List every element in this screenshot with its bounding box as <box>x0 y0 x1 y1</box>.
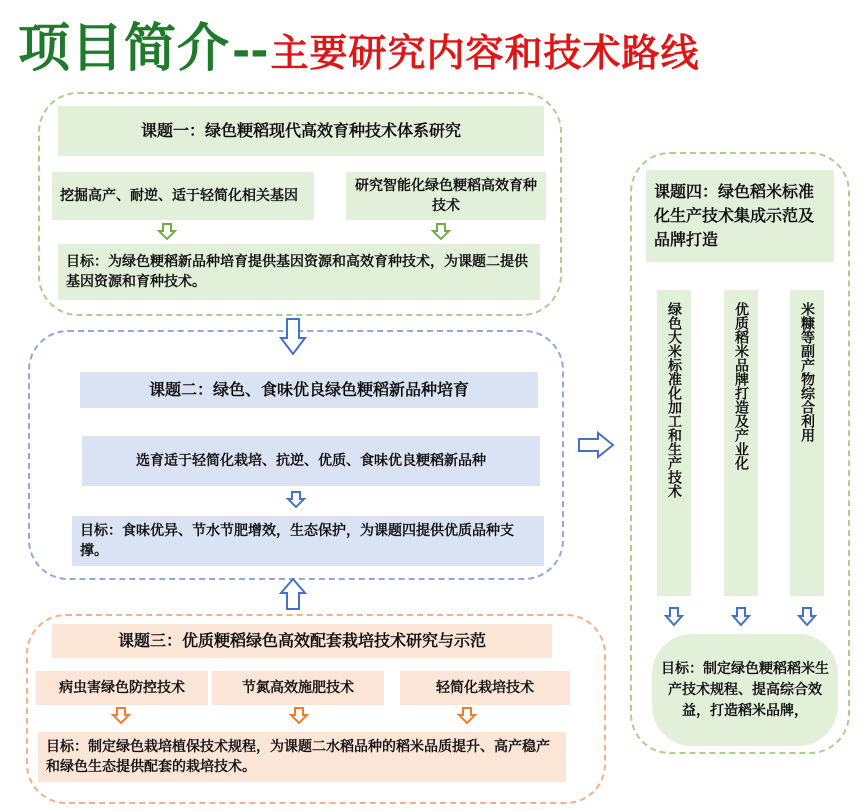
up-arrow-icon <box>280 578 306 610</box>
topic3-goal: 目标：制定绿色栽培植保技术规程，为课题二水稻品种的稻米品质提升、高产稳产和绿色生态提供配套的栽培技术。 <box>38 732 566 782</box>
down-arrow-icon <box>665 608 683 626</box>
down-arrow-icon <box>287 492 305 508</box>
down-arrow-icon <box>158 224 176 240</box>
topic4-col2 <box>724 290 758 596</box>
topic4-goal: 目标：制定绿色粳稻稻米生产技术规程、提高综合效益，打造稻米品牌， <box>652 634 838 746</box>
down-arrow-icon <box>798 608 816 626</box>
topic4-heading: 课题四：绿色稻米标准化生产技术集成示范及品牌打造 <box>646 170 834 262</box>
topic4-col1 <box>657 290 691 596</box>
title-sub: 主要研究内容和技术路线 <box>270 31 700 75</box>
topic3-item3: 轻简化栽培技术 <box>400 671 570 705</box>
topic1-item1: 挖掘高产、耐逆、适于轻简化相关基因 <box>52 172 314 220</box>
topic4-col3-text: 米糠等副产物综合利用 <box>799 302 815 442</box>
right-arrow-icon <box>578 432 614 458</box>
topic3-item1: 病虫害绿色防控技术 <box>36 671 208 705</box>
title-main: 项目简介 <box>18 19 231 79</box>
page-title <box>18 6 700 79</box>
topic3-heading: 课题三：优质粳稻绿色高效配套栽培技术研究与示范 <box>52 624 552 658</box>
topic2-goal: 目标：食味优异、节水节肥增效，生态保护，为课题四提供优质品种支撑。 <box>72 516 544 566</box>
topic3-item2: 节氮高效施肥技术 <box>212 671 384 705</box>
down-arrow-icon <box>458 708 476 724</box>
topic1-goal: 目标：为绿色粳稻新品种培育提供基因资源和高效育种技术，为课题二提供基因资源和育种技术。 <box>58 244 540 300</box>
title-dash: -- <box>232 26 269 77</box>
topic4-col3 <box>790 290 824 596</box>
topic1-item2: 研究智能化绿色粳稻高效育种技术 <box>346 172 546 220</box>
down-arrow-icon <box>280 318 306 356</box>
down-arrow-icon <box>732 608 750 626</box>
topic4-col2-text: 优质稻米品牌打造及产业化 <box>733 302 749 470</box>
down-arrow-icon <box>112 708 130 724</box>
topic4-col1-text: 绿色大米标准化加工和生产技术 <box>666 302 682 498</box>
down-arrow-icon <box>432 224 450 240</box>
down-arrow-icon <box>290 708 308 724</box>
topic2-heading: 课题二：绿色、食味优良绿色粳稻新品种培育 <box>80 372 538 408</box>
topic1-heading: 课题一：绿色粳稻现代高效育种技术体系研究 <box>58 106 544 156</box>
topic2-item1: 选育适于轻简化栽培、抗逆、优质、食味优良粳稻新品种 <box>82 436 540 486</box>
